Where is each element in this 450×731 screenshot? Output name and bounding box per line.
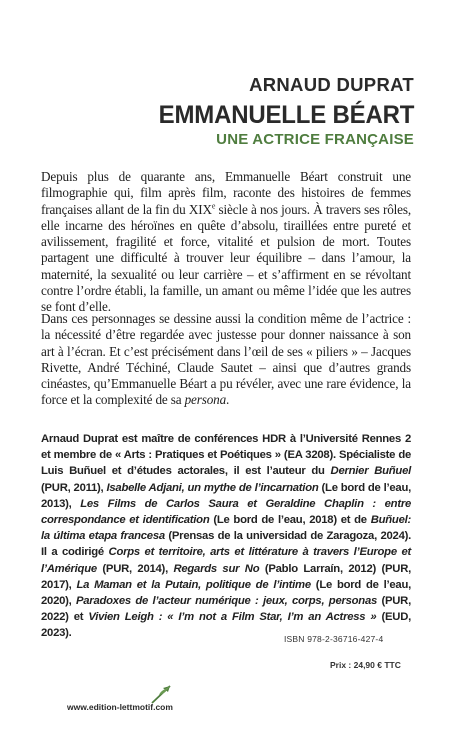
text-run: . xyxy=(226,392,230,408)
barcode-bar xyxy=(388,640,390,658)
barcode-bar xyxy=(280,640,282,658)
summary-paragraph-2 xyxy=(41,311,411,409)
text-run: (Le bord de l’eau, 2020), xyxy=(41,578,411,608)
book-title: EMMANUELLE BÉART xyxy=(158,101,414,129)
italic-title-run: Vivien Leigh : « I’m not a Film Star, I’m an Actress » xyxy=(88,611,377,624)
author-name: ARNAUD DUPRAT xyxy=(249,74,414,95)
summary-paragraph-1 xyxy=(41,169,411,316)
italic-title-run: persona xyxy=(184,392,227,408)
text-run: (Prensas de la universidad de Zaragoza, 2024). Il a codirigé xyxy=(41,530,411,559)
barcode-bar xyxy=(385,640,386,658)
text-run: Dans ces personnages se dessine aussi la condition même de l’actrice : la nécessité d’être regardée avec justesse pour donner naissance à son art à l’écran. Et c’est précisément dans l’œil de ses « piliers » – Jacques Rivette, André Téchiné, Claude Sautet – ainsi que d’autres grands cinéastes, qu’Emmanuelle Béart a pu révéler, avec une rare évidence, la force et la complexité de sa xyxy=(41,311,411,408)
barcode-bar xyxy=(391,640,392,658)
italic-title-run: Corps et territoire, arts et littérature à travers l’Europe et l’Amérique xyxy=(41,546,412,575)
italic-title-run: Paradoxes de l’acteur numérique : jeux, corps, personas xyxy=(75,595,378,608)
italic-title-run: Dernier Buñuel xyxy=(330,465,411,478)
text-run: (Le bord de l’eau, 2018) et de xyxy=(209,514,371,527)
isbn-number: ISBN 978-2-36716-427-4 xyxy=(284,634,384,644)
superscript-run: e xyxy=(211,201,216,211)
barcode-bar xyxy=(395,640,397,658)
text-run: Arnaud Duprat est maître de conférences HDR à l’Université Rennes 2 et membre de « Arts : Pratiques et Poétiques » (EA 3208). Spécialiste de Luis Buñuel et d’études actorales, il est l’auteur du xyxy=(41,433,411,478)
author-biography xyxy=(41,431,411,642)
book-subtitle: UNE ACTRICE FRANÇAISE xyxy=(216,131,414,148)
text-run: (PUR, 2011), xyxy=(41,481,107,494)
italic-title-run: La Maman et la Putain, politique de l’intime xyxy=(76,578,311,591)
text-run: Depuis plus de quarante ans, Emmanuelle Béart construit une filmographie qui, film après film, raconte des histoires de femmes françaises allant de la fin du XIX xyxy=(41,169,411,217)
publisher-website[interactable]: www.edition-lettmotif.com xyxy=(67,702,173,712)
barcode-bar xyxy=(398,640,399,658)
text-run: (PUR, 2014), xyxy=(96,562,174,575)
text-run: (Le bord de l’eau, 2013), xyxy=(41,481,411,510)
text-run: (EUD, 2023). xyxy=(41,611,411,640)
italic-title-run: Regards sur No xyxy=(173,562,260,575)
barcode-bar xyxy=(399,640,400,658)
text-run: (PUR, 2022) et xyxy=(41,595,411,624)
barcode-bar xyxy=(393,640,394,658)
italic-title-run: Isabelle Adjani, un mythe de l’incarnation xyxy=(106,481,319,494)
text-run: (Pablo Larraín, 2012) (PUR, 2017), xyxy=(41,562,411,591)
price-label: Prix : 24,90 € TTC xyxy=(330,660,401,670)
italic-title-run: Les Films de Carlos Saura et Geraldine Chaplin : entre correspondance et identification xyxy=(41,497,412,527)
italic-title-run: Buñuel: la última etapa francesa xyxy=(41,514,411,543)
text-run: siècle à nos jours. À travers ses rôles, elle incarne des héroïnes en quête d’absolu, tiraillées entre pureté et avilissement, fragilité et force, vitalité et pulsion de mort. Toutes partagent une difficulté à trouver leur équilibre – dans l’amour, la maternité, la sexualité ou leur carrière – et s’affirment en se révoltant contre l’ordre établi, la famille, un amant ou même l’idée que les autres se font d’elle. xyxy=(41,201,411,315)
